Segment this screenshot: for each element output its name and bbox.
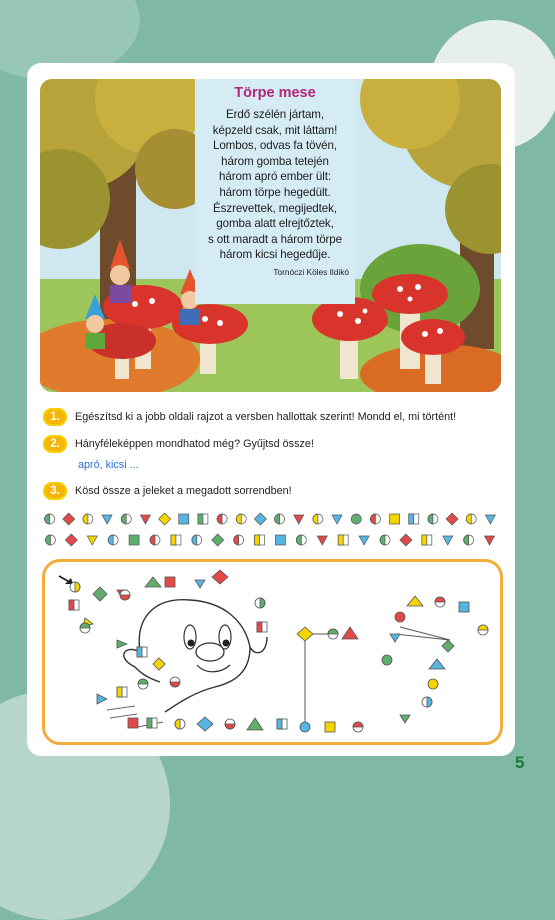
sequence-symbol-triangle xyxy=(443,536,453,545)
sequence-symbol-diamond xyxy=(63,513,75,525)
task-3 xyxy=(43,482,292,500)
sequence-symbol-triangle xyxy=(140,515,150,524)
sequence-symbol-triangle xyxy=(317,536,327,545)
connect-symbols-puzzle xyxy=(42,559,503,745)
sequence-symbol-half-circle xyxy=(275,514,285,524)
sequence-symbol-half-circle xyxy=(45,514,55,524)
sequence-symbol-diamond xyxy=(254,513,266,525)
task-text: Egészítsd ki a jobb oldali rajzot a versben hallottak szerint! Mondd el, mi történt! xyxy=(75,411,457,423)
sequence-symbol-square xyxy=(129,535,139,545)
sequence-symbol-half-circle xyxy=(108,535,118,545)
sequence-symbol-half-circle xyxy=(45,535,55,545)
sequence-symbol-diamond xyxy=(65,534,77,546)
sequence-symbol-half-circle xyxy=(236,514,246,524)
sequence-symbol-square xyxy=(275,535,285,545)
poem-line: három apró ember ült: xyxy=(219,170,331,184)
poem-line: Erdő szélén jártam, xyxy=(226,108,324,121)
poem-title: Törpe mese xyxy=(234,85,316,101)
poem-block xyxy=(205,85,349,277)
sequence-symbol-half-square xyxy=(198,514,208,524)
sequence-symbol-half-circle xyxy=(380,535,390,545)
sequence-symbol-half-square xyxy=(338,535,348,545)
sequence-symbol-half-square xyxy=(171,535,181,545)
poem-line: s ott maradt a három törpe xyxy=(207,232,342,246)
poem-author: Tornóczi Köles Ildikó xyxy=(273,266,349,277)
task-number-badge: 2. xyxy=(43,435,67,453)
poem-illustration xyxy=(40,79,501,392)
sequence-symbol-circle xyxy=(351,514,361,524)
poem-line: Lombos, odvas fa tövén, xyxy=(212,139,338,153)
poem-line: képzeld csak, mit láttam! xyxy=(212,123,338,137)
sequence-symbol-half-square xyxy=(255,535,265,545)
sequence-symbol-diamond xyxy=(159,513,171,525)
task-1 xyxy=(43,408,456,426)
poem-line: Észrevettek, megijedtek, xyxy=(213,201,337,215)
sequence-symbol-square xyxy=(179,514,189,524)
sequence-symbol-half-circle xyxy=(192,535,202,545)
sequence-symbol-triangle xyxy=(359,536,369,545)
task-text: Hányféleképpen mondhatod még? Gyűjtsd össze! xyxy=(75,438,314,450)
task-number-badge: 1. xyxy=(43,408,67,426)
poem-line: három törpe hegedült. xyxy=(219,185,331,199)
sequence-symbol-triangle xyxy=(87,536,97,545)
sequence-symbol-half-circle xyxy=(234,535,244,545)
poem-line: gomba alatt elrejtőztek, xyxy=(216,217,334,231)
sequence-symbol-half-circle xyxy=(313,514,323,524)
sequence-symbol-triangle xyxy=(102,515,112,524)
symbol-sequence-row-2 xyxy=(40,533,500,547)
sequence-symbol-diamond xyxy=(446,513,458,525)
poem-line: három kicsi hegedűje. xyxy=(219,248,331,262)
symbol-sequence-row-1 xyxy=(40,512,500,526)
sequence-symbol-triangle xyxy=(294,515,304,524)
sequence-symbol-triangle xyxy=(485,515,495,524)
poem-line: három gomba tetején xyxy=(221,154,329,168)
task-number-badge: 3. xyxy=(43,482,67,500)
task-2-answer-start: apró, kicsi ... xyxy=(78,459,139,471)
page-number: 5 xyxy=(515,753,525,772)
task-2 xyxy=(43,435,314,453)
sequence-symbol-half-square xyxy=(409,514,419,524)
sequence-symbol-diamond xyxy=(400,534,412,546)
sequence-symbol-half-circle xyxy=(370,514,380,524)
sequence-symbol-half-circle xyxy=(464,535,474,545)
sequence-symbol-square xyxy=(390,514,400,524)
sequence-symbol-diamond xyxy=(212,534,224,546)
sequence-symbol-half-circle xyxy=(217,514,227,524)
sequence-symbol-half-square xyxy=(422,535,432,545)
sequence-symbol-half-circle xyxy=(83,514,93,524)
sequence-symbol-half-circle xyxy=(150,535,160,545)
sequence-symbol-half-circle xyxy=(121,514,131,524)
sequence-symbol-half-circle xyxy=(428,514,438,524)
sequence-symbol-triangle xyxy=(485,536,495,545)
task-text: Kösd össze a jeleket a megadott sorrendben! xyxy=(75,485,292,497)
sequence-symbol-half-circle xyxy=(466,514,476,524)
sequence-symbol-half-circle xyxy=(296,535,306,545)
sequence-symbol-triangle xyxy=(332,515,342,524)
